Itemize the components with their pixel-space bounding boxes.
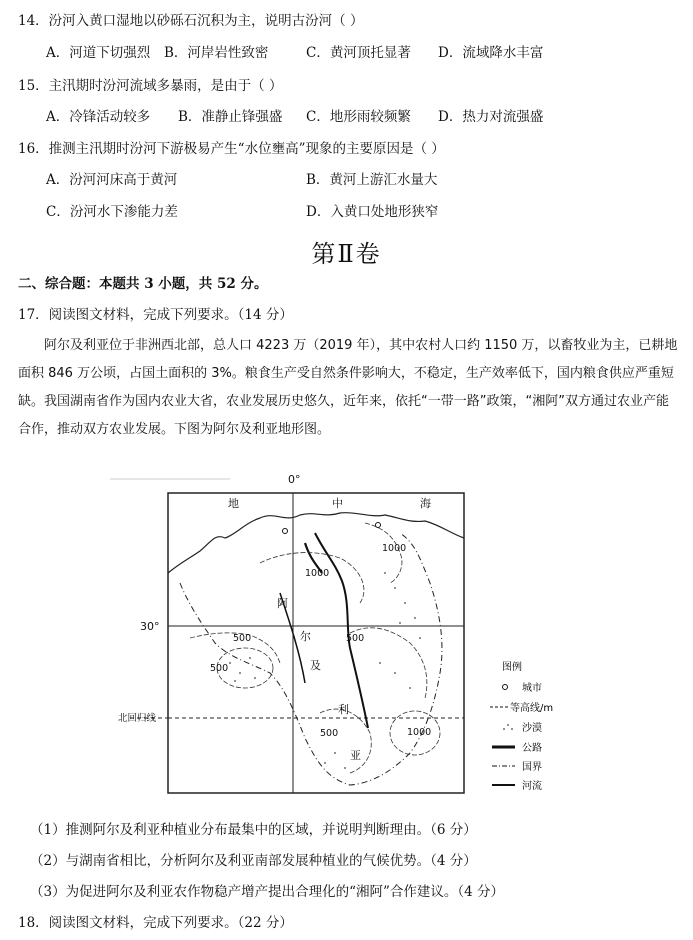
map-frame (168, 493, 464, 793)
latitude-label: 30° (140, 620, 160, 633)
q16-option-b: B．黄河上游汇水量大 (306, 172, 438, 188)
contour-label: 1000 (382, 543, 407, 554)
country-char-3: 及 (310, 659, 321, 672)
map-legend (490, 660, 553, 792)
q14-option-c: C．黄河顶托显著 (306, 45, 411, 61)
country-char-2: 尔 (300, 630, 311, 643)
legend-road: 公路 (522, 743, 542, 754)
q15-option-b: B．准静止锋强盛 (178, 109, 283, 125)
q16-option-d: D．入黄口处地形狭窄 (306, 204, 439, 220)
river-main (315, 533, 368, 728)
city-marker (283, 529, 288, 534)
country-char-5: 亚 (350, 749, 361, 762)
q17-sub3: （3）为促进阿尔及利亚农作物稳产增产提出合理化的“湘阿”合作建议。（4 分） (30, 884, 505, 900)
sea-char-3: 海 (420, 497, 431, 510)
contour-label: 1000 (305, 568, 330, 579)
city-marker (376, 523, 381, 528)
legend-river: 河流 (522, 781, 542, 792)
legend-title: 图例 (502, 662, 522, 673)
legend-border: 国界 (522, 762, 542, 773)
volume-title: 第Ⅱ卷 (311, 240, 382, 268)
q14-option-b: B．河岸岩性致密 (164, 45, 269, 61)
contour-label: 1000 (407, 727, 432, 738)
sea-char-1: 地 (228, 497, 239, 510)
tropic-label: 北回归线 (118, 713, 157, 724)
longitude-label: 0° (288, 473, 301, 486)
contour-label: 500 (210, 663, 229, 674)
q15-stem: 15．主汛期时汾河流域多暴雨，是由于（ ） (18, 78, 283, 94)
country-char-1: 阿 (277, 597, 288, 610)
q17-sub1: （1）推测阿尔及利亚种植业分布最集中的区域，并说明判断理由。（6 分） (30, 822, 477, 838)
country-char-4: 利 (338, 703, 349, 716)
q14-stem: 14．汾河入黄口湿地以砂砾石沉积为主，说明古汾河（ ） (18, 13, 364, 29)
q15-option-d: D．热力对流强盛 (438, 109, 544, 125)
legend-desert: 沙漠 (522, 723, 542, 734)
q16-option-c: C．汾河水下渗能力差 (46, 204, 178, 220)
desert-pattern (229, 572, 421, 769)
section-title: 二、综合题：本题共 3 小题，共 52 分。 (18, 276, 268, 292)
legend-contour: 等高线/m (510, 703, 554, 714)
contour-label: 500 (320, 728, 339, 739)
q17-paragraph: 阿尔及利亚位于非洲西北部，总人口 4223 万（2019 年），其中农村人口约 1150 万，以畜牧业为主，已耕地面积 846 万公顷，占国土面积的 3%。粮食生产受自然条件影响大，不稳定，生产效率低下，国内粮食供应严重短缺。我国湖南省作为国内农业大省，农业发展历史悠久，近年来，依托“一带一路”政策，“湘阿”双方通过农业产能合作，推动双方农业发展。下图为阿尔及利亚地形图。 (18, 338, 678, 437)
q16-option-a: A．汾河河床高于黄河 (46, 172, 178, 188)
q18-stem: 18．阅读图文材料，完成下列要求。（22 分） (18, 915, 293, 931)
contour-label: 500 (346, 633, 365, 644)
q17-sub2: （2）与湖南省相比，分析阿尔及利亚南部发展种植业的气候优势。（4 分） (30, 853, 477, 869)
q15-option-a: A．冷锋活动较多 (46, 109, 151, 125)
sea-char-2: 中 (332, 497, 343, 510)
legend-city: 城市 (522, 683, 542, 694)
contour-label: 500 (233, 633, 252, 644)
q16-stem: 16．推测主汛期时汾河下游极易产生“水位壅高”现象的主要原因是（ ） (18, 141, 445, 157)
q15-option-c: C．地形雨较频繁 (306, 109, 411, 125)
q17-stem: 17．阅读图文材料，完成下列要求。（14 分） (18, 307, 293, 323)
algeria-terrain-map (110, 463, 590, 803)
q14-option-d: D．流域降水丰富 (438, 45, 544, 61)
q14-option-a: A．河道下切强烈 (46, 45, 151, 61)
